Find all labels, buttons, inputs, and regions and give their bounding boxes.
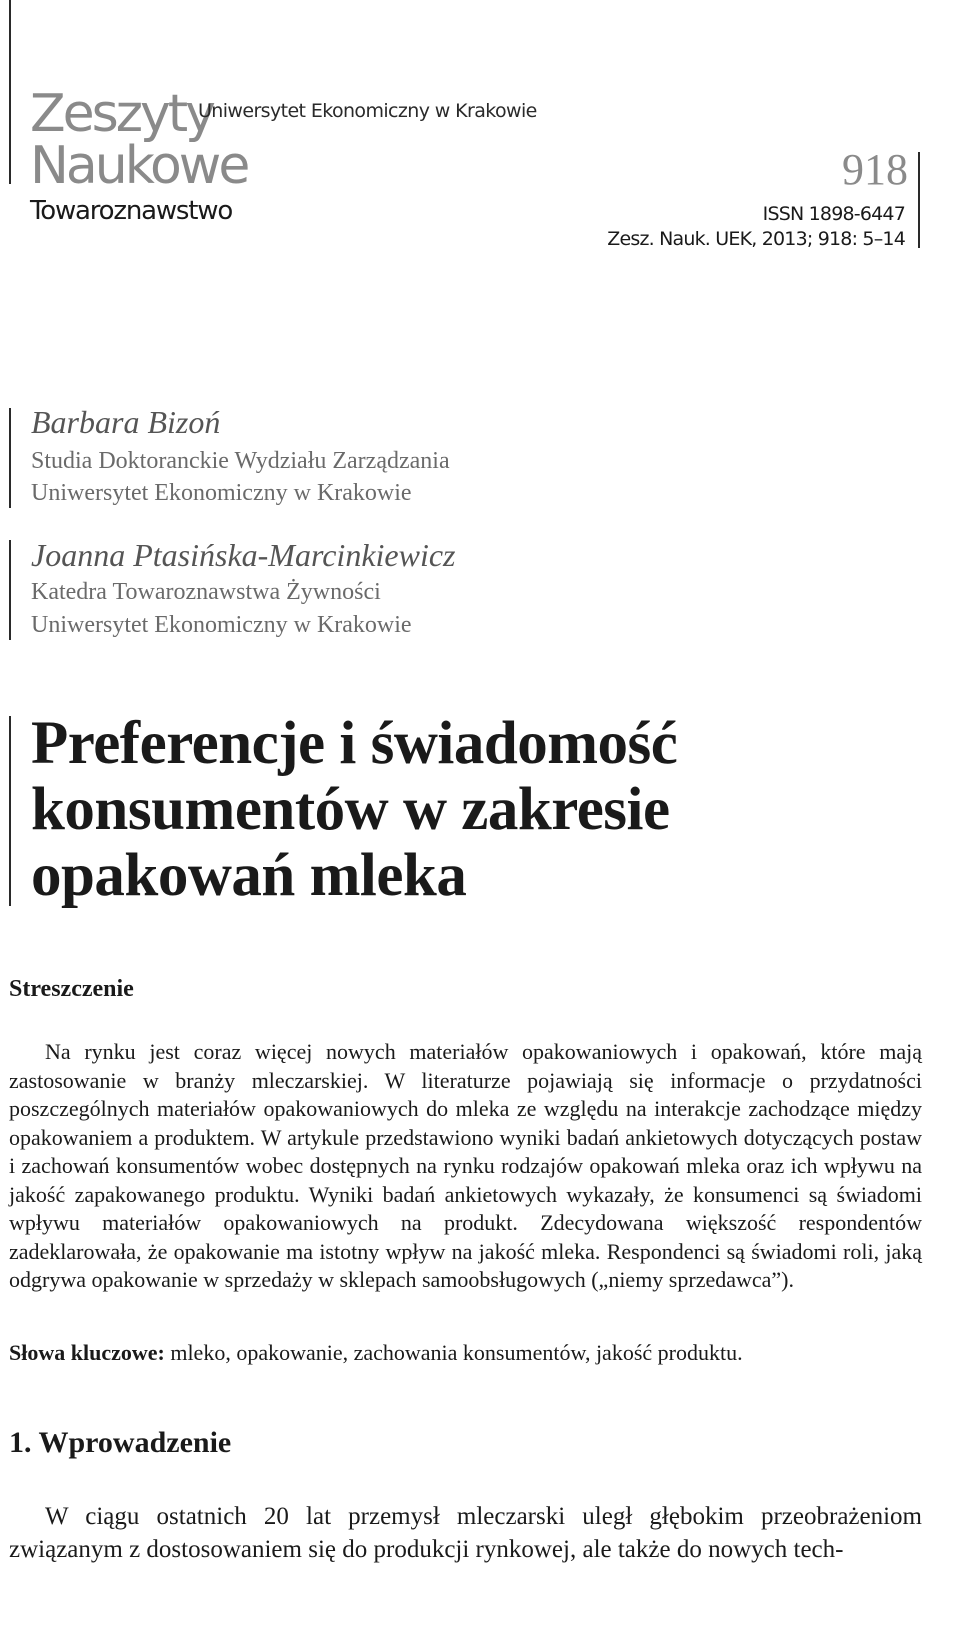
keywords-label: Słowa kluczowe: bbox=[9, 1340, 165, 1365]
journal-name-line1: Zeszyty bbox=[30, 84, 213, 144]
abstract-text: Na rynku jest coraz więcej nowych materiałów opakowaniowych i opakowań, które mają zastosowanie w branży mleczarskiej. W literaturze pojawiają się informacje o przydatności poszczególnych materiałów opakowaniowych do mleka ze względu na interakcje zachodzące między opakowaniem a produktem. W artykule przedstawiono wyniki badań ankietowych dotyczących postaw i zachowań konsumentów wobec dostępnych na rynku rodzajów opakowań mleka oraz ich wpływu na jakość zapakowanego produktu. Wyniki badań ankietowych wykazały, że konsumenci są świadomi wpływu materiałów opakowaniowych na produkt. Zdecydowana większość respondentów zadeklarowała, że opakowanie ma istotny wpływ na jakość mleka. Respondenci są świadomi roli, jaką odgrywa opakowanie w sprzedaży w sklepach samoobsługowych („niemy sprzedawca”). bbox=[9, 1039, 922, 1292]
keywords bbox=[9, 1340, 743, 1366]
author-name: Barbara Bizoń bbox=[31, 404, 221, 440]
author-affiliation: Uniwersytet Ekonomiczny w Krakowie bbox=[31, 480, 412, 506]
abstract-heading: Streszczenie bbox=[9, 976, 134, 1002]
title-rule bbox=[9, 716, 11, 906]
article-title-line: opakowań mleka bbox=[31, 842, 467, 909]
journal-section: Towaroznawstwo bbox=[30, 196, 233, 226]
section-heading: 1. Wprowadzenie bbox=[9, 1426, 232, 1459]
author-affiliation: Katedra Towaroznawstwa Żywności bbox=[31, 579, 381, 605]
journal-name-line2: Naukowe bbox=[30, 136, 248, 196]
article-title-line: konsumentów w zakresie bbox=[31, 776, 670, 843]
header-left-rule bbox=[9, 0, 11, 184]
author-name: Joanna Ptasińska-Marcinkiewicz bbox=[31, 537, 456, 573]
citation: Zesz. Nauk. UEK, 2013; 918: 5–14 bbox=[607, 228, 905, 250]
issn: ISSN 1898-6447 bbox=[762, 203, 905, 225]
journal-university: Uniwersytet Ekonomiczny w Krakowie bbox=[198, 100, 537, 122]
section-body-text: W ciągu ostatnich 20 lat przemysł mleczarski uległ głębokim przeobrażeniom związanym z dostosowaniem się do produkcji rynkowej, ale także do nowych tech- bbox=[9, 1503, 922, 1563]
issue-number: 918 bbox=[842, 145, 908, 194]
author-affiliation: Studia Doktoranckie Wydziału Zarządzania bbox=[31, 448, 450, 474]
author1-rule bbox=[9, 408, 11, 508]
author-affiliation: Uniwersytet Ekonomiczny w Krakowie bbox=[31, 612, 412, 638]
article-title-line: Preferencje i świadomość bbox=[31, 710, 678, 777]
keywords-text: mleko, opakowanie, zachowania konsumentów, jakość produktu. bbox=[170, 1340, 743, 1365]
header-right-rule bbox=[918, 152, 920, 248]
author2-rule bbox=[9, 540, 11, 640]
